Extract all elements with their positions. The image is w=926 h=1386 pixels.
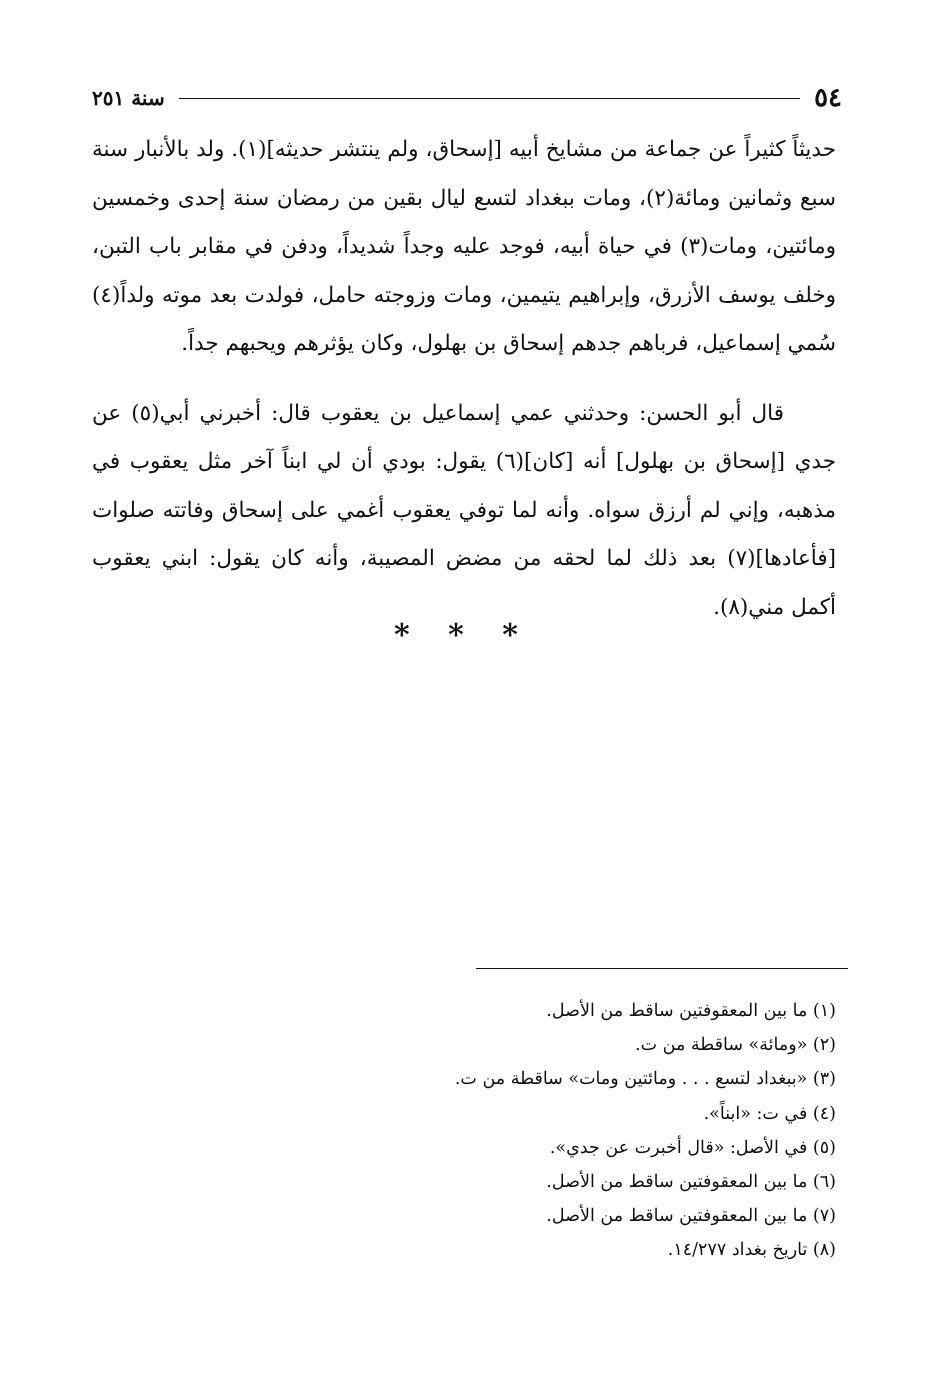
footnote: (٥) في الأصل: «قال أخبرت عن جدي». — [549, 1137, 836, 1158]
section-separator: * * * — [394, 618, 532, 653]
footnote: (١) ما بين المعقوفتين ساقط من الأصل. — [546, 1001, 836, 1021]
footnote: (٤) في ت: «ابناً». — [703, 1103, 836, 1124]
running-title: سنة ٢٥١ — [92, 86, 165, 110]
page-number: ٥٤ — [814, 83, 842, 113]
footnote: (٨) تاريخ بغداد ١٤/٢٧٧. — [667, 1240, 836, 1261]
footnote: (٧) ما بين المعقوفتين ساقط من الأصل. — [546, 1206, 836, 1227]
paragraph: قال أبو الحسن: وحدثني عمي إسماعيل بن يعقوب قال: أخبرني أبي(٥) عن جدي [إسحاق بن بهلول] أنه [كان](٦) يقول: بودي أن لي ابناً آخر مثل يعقوب في مذهبه، وإني لم أرزق سواه. وأنه لما توفي يعقوب أغمي على إسحاق وفاتته صلوات [فأعادها](٧) بعد ذلك لما لحقه من مضض المصيبة، وأنه كان يقول: ابني يعقوب أكمل مني(٨). — [92, 400, 837, 620]
footnote: (٦) ما بين المعقوفتين ساقط من الأصل. — [546, 1172, 836, 1193]
page-header — [92, 78, 842, 118]
header-rule — [179, 98, 800, 99]
main-text — [92, 126, 836, 632]
footnote-rule — [476, 968, 848, 969]
footnotes — [300, 994, 836, 1268]
footnote: (٢) «ومائة» ساقطة من ت. — [635, 1035, 836, 1056]
footnote: (٣) «ببغداد لتسع . . . ومائتين ومات» ساقطة من ت. — [454, 1069, 836, 1090]
paragraph: حديثاً كثيراً عن جماعة من مشايخ أبيه [إسحاق، ولم ينتشر حديثه](١). ولد بالأنبار سنة سبع وثمانين ومائة(٢)، ومات ببغداد لتسع ليال بقين من رمضان سنة إحدى وخمسين ومائتين، ومات(٣) في حياة أبيه، فوجد عليه وجداً شديداً، ودفن في مقابر باب التبن، وخلف يوسف الأزرق، وإبراهيم يتيمين، ومات وزوجته حامل، فولدت بعد موته ولداً(٤) سُمي إسماعيل، فرباهم جدهم إسحاق بن بهلول، وكان يؤثرهم ويحبهم جداً. — [92, 137, 836, 356]
